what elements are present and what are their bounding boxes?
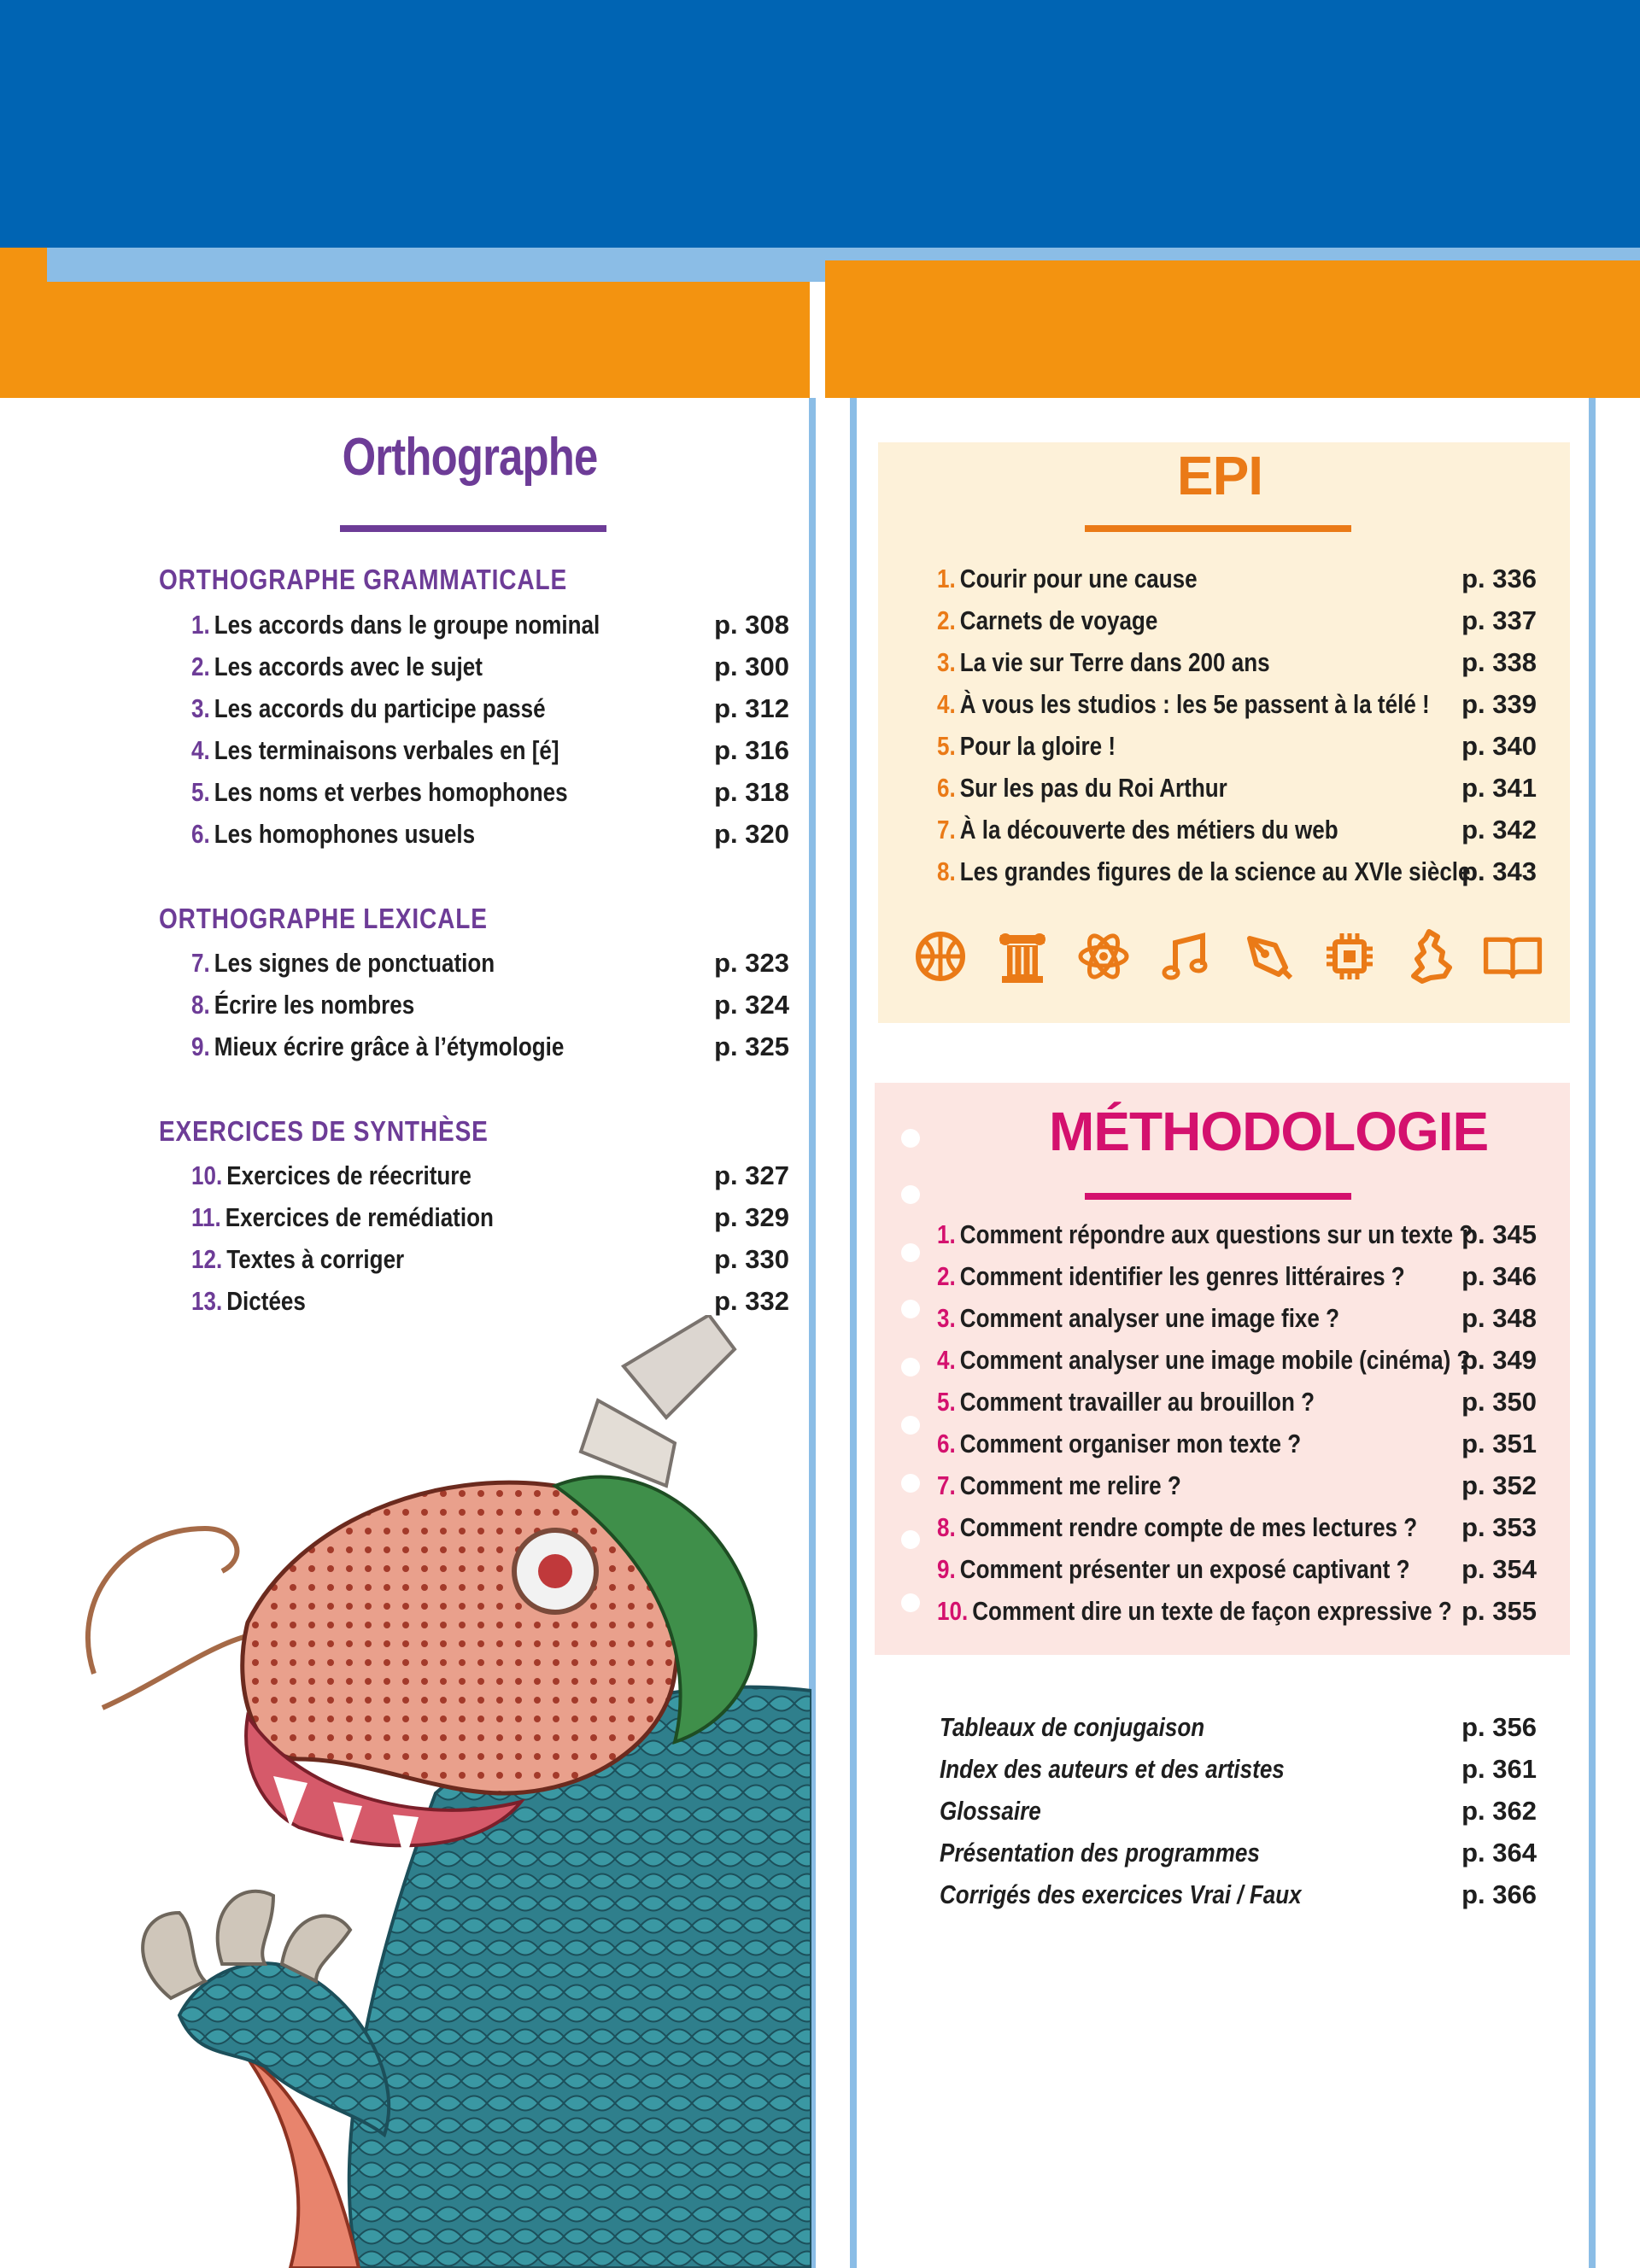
toc-entry[interactable] — [937, 729, 1537, 763]
annex-entry[interactable] — [940, 1710, 1537, 1745]
entry-number: 4. — [937, 689, 956, 719]
entry-page: p. 356 — [1461, 1712, 1537, 1742]
entry-number: 10. — [937, 1596, 969, 1626]
entry-label: Sur les pas du Roi Arthur — [959, 773, 1227, 803]
entry-label: Comment répondre aux questions sur un texte ? — [959, 1219, 1473, 1249]
toc-entry[interactable] — [191, 775, 789, 810]
entry-page: p. 332 — [714, 1286, 789, 1316]
entry-number: 8. — [937, 1512, 956, 1542]
entry-label: Comment présenter un exposé captivant ? — [959, 1554, 1410, 1584]
entry-number: 9. — [191, 1032, 210, 1061]
pen-nib-icon — [1238, 926, 1297, 986]
entry-page: p. 324 — [714, 990, 789, 1020]
entry-page: p. 325 — [714, 1032, 789, 1061]
entry-label: Carnets de voyage — [959, 605, 1158, 635]
decorative-dot — [901, 1185, 920, 1204]
entry-number: 6. — [937, 773, 956, 803]
toc-entry[interactable] — [191, 608, 789, 642]
entry-page: p. 352 — [1461, 1470, 1537, 1500]
entry-label: Les accords du participe passé — [214, 693, 546, 723]
entry-label: À la découverte des métiers du web — [959, 815, 1338, 845]
entry-label: Dictées — [226, 1286, 306, 1316]
entry-label: Les terminaisons verbales en [é] — [214, 735, 559, 765]
entry-page: p. 350 — [1461, 1387, 1537, 1417]
entry-label: Comment rendre compte de mes lectures ? — [959, 1512, 1418, 1542]
basketball-icon — [911, 926, 970, 986]
entry-page: p. 323 — [714, 948, 789, 978]
entry-label: Corrigés des exercices Vrai / Faux — [940, 1879, 1302, 1909]
entry-number: 11. — [191, 1202, 221, 1232]
entry-page: p. 342 — [1461, 815, 1537, 845]
entry-number: 8. — [191, 990, 210, 1020]
toc-entry[interactable] — [937, 1301, 1537, 1336]
annex-entry[interactable] — [940, 1752, 1537, 1786]
entry-number: 5. — [191, 777, 210, 807]
decorative-dot — [901, 1530, 920, 1549]
toc-entry[interactable] — [937, 813, 1537, 847]
entry-page: p. 341 — [1461, 773, 1537, 803]
toc-entry[interactable] — [937, 687, 1537, 722]
entry-label: La vie sur Terre dans 200 ans — [959, 647, 1270, 677]
entry-number: 7. — [937, 815, 956, 845]
entry-label: Les accords avec le sujet — [214, 652, 483, 681]
header-blue-band — [0, 0, 1640, 248]
toc-entry[interactable] — [937, 1511, 1537, 1545]
entry-page: p. 343 — [1461, 856, 1537, 886]
entry-number: 7. — [937, 1470, 956, 1500]
section-heading: EXERCICES DE SYNTHÈSE — [159, 1115, 489, 1147]
toc-entry[interactable] — [191, 946, 789, 980]
music-note-icon — [1156, 926, 1215, 986]
entry-number: 3. — [937, 1303, 956, 1333]
entry-label: Textes à corriger — [226, 1244, 405, 1274]
entry-number: 5. — [937, 731, 956, 761]
toc-entry[interactable] — [937, 604, 1537, 638]
toc-entry[interactable] — [937, 1552, 1537, 1587]
decorative-dot — [901, 1129, 920, 1148]
entry-page: p. 329 — [714, 1202, 789, 1232]
entry-label: Les signes de ponctuation — [214, 948, 495, 978]
entry-number: 7. — [191, 948, 210, 978]
toc-entry[interactable] — [937, 1594, 1537, 1628]
entry-page: p. 300 — [714, 652, 789, 681]
entry-page: p. 355 — [1461, 1596, 1537, 1626]
entry-number: 8. — [937, 856, 956, 886]
methodologie-title: MÉTHODOLOGIE — [1049, 1101, 1489, 1162]
entry-page: p. 354 — [1461, 1554, 1537, 1584]
toc-entry[interactable] — [937, 646, 1537, 680]
toc-entry[interactable] — [191, 1242, 789, 1277]
entry-number: 9. — [937, 1554, 956, 1584]
entry-page: p. 361 — [1461, 1754, 1537, 1784]
toc-entry[interactable] — [937, 1218, 1537, 1252]
entry-page: p. 346 — [1461, 1261, 1537, 1291]
annex-entry[interactable] — [940, 1878, 1537, 1912]
toc-entry[interactable] — [937, 1385, 1537, 1419]
toc-entry[interactable] — [191, 1159, 789, 1193]
column-icon — [993, 926, 1052, 986]
entry-number: 5. — [937, 1387, 956, 1417]
header-orange-right — [825, 260, 1640, 398]
toc-entry[interactable] — [191, 1030, 789, 1064]
chip-icon — [1320, 926, 1379, 986]
entry-number: 1. — [191, 610, 210, 640]
epi-icons-row — [911, 918, 1543, 995]
entry-page: p. 338 — [1461, 647, 1537, 677]
toc-entry[interactable] — [191, 650, 789, 684]
decorative-dot — [901, 1358, 920, 1377]
entry-label: Présentation des programmes — [940, 1838, 1260, 1868]
title-underline — [1085, 1193, 1351, 1200]
decorative-dot — [901, 1300, 920, 1318]
entry-label: Glossaire — [940, 1796, 1041, 1826]
entry-page: p. 339 — [1461, 689, 1537, 719]
title-underline — [1085, 525, 1351, 532]
entry-label: Comment analyser une image mobile (cinéma) ? — [959, 1345, 1471, 1375]
entry-number: 4. — [937, 1345, 956, 1375]
toc-entry[interactable] — [937, 562, 1537, 596]
entry-page: p. 316 — [714, 735, 789, 765]
entry-label: Comment organiser mon texte ? — [959, 1429, 1302, 1458]
entry-number: 3. — [937, 647, 956, 677]
entry-number: 2. — [937, 1261, 956, 1291]
orthographe-title: Orthographe — [342, 428, 598, 487]
entry-page: p. 351 — [1461, 1429, 1537, 1458]
entry-page: p. 337 — [1461, 605, 1537, 635]
entry-label: Mieux écrire grâce à l’étymologie — [214, 1032, 565, 1061]
decorative-dot — [901, 1474, 920, 1493]
title-underline — [340, 525, 606, 532]
entry-label: Les homophones usuels — [214, 819, 476, 849]
toc-entry[interactable] — [937, 771, 1537, 805]
entry-label: Comment analyser une image fixe ? — [959, 1303, 1340, 1333]
entry-page: p. 364 — [1461, 1838, 1537, 1868]
toc-entry[interactable] — [191, 1201, 789, 1235]
entry-label: Comment me relire ? — [959, 1470, 1181, 1500]
entry-page: p. 366 — [1461, 1879, 1537, 1909]
toc-entry[interactable] — [937, 1469, 1537, 1503]
book-icon — [1483, 926, 1543, 986]
toc-entry[interactable] — [937, 1427, 1537, 1461]
entry-number: 4. — [191, 735, 210, 765]
entry-page: p. 362 — [1461, 1796, 1537, 1826]
entry-label: Les accords dans le groupe nominal — [214, 610, 600, 640]
entry-label: Exercices de réecriture — [226, 1160, 472, 1190]
entry-page: p. 330 — [714, 1244, 789, 1274]
entry-label: Comment dire un texte de façon expressive ? — [972, 1596, 1452, 1626]
toc-entry[interactable] — [191, 817, 789, 851]
entry-label: Exercices de remédiation — [225, 1202, 494, 1232]
entry-number: 1. — [937, 564, 956, 593]
entry-label: Les noms et verbes homophones — [214, 777, 568, 807]
entry-label: Courir pour une cause — [959, 564, 1198, 593]
entry-number: 12. — [191, 1244, 223, 1274]
decorative-dot — [901, 1416, 920, 1435]
entry-page: p. 336 — [1461, 564, 1537, 593]
vertical-rule — [1589, 398, 1596, 2268]
toc-entry[interactable] — [937, 1343, 1537, 1377]
entry-number: 10. — [191, 1160, 223, 1190]
entry-label: Index des auteurs et des artistes — [940, 1754, 1285, 1784]
entry-page: p. 327 — [714, 1160, 789, 1190]
toc-entry[interactable] — [937, 855, 1537, 889]
entry-page: p. 318 — [714, 777, 789, 807]
entry-page: p. 340 — [1461, 731, 1537, 761]
toc-entry[interactable] — [191, 734, 789, 768]
entry-label: Tableaux de conjugaison — [940, 1712, 1205, 1742]
section-heading: ORTHOGRAPHE GRAMMATICALE — [159, 564, 568, 595]
entry-number: 6. — [937, 1429, 956, 1458]
annex-entry[interactable] — [940, 1794, 1537, 1828]
entry-number: 2. — [937, 605, 956, 635]
entry-label: Écrire les nombres — [214, 990, 415, 1020]
decorative-dot — [901, 1593, 920, 1612]
entry-label: Comment identifier les genres littéraires ? — [959, 1261, 1405, 1291]
section-heading: ORTHOGRAPHE LEXICALE — [159, 903, 488, 934]
vertical-rule — [850, 398, 857, 2268]
britain-map-icon — [1401, 926, 1461, 986]
entry-page: p. 312 — [714, 693, 789, 723]
entry-page: p. 308 — [714, 610, 789, 640]
epi-title: EPI — [1176, 445, 1263, 506]
entry-number: 1. — [937, 1219, 956, 1249]
entry-number: 3. — [191, 693, 210, 723]
entry-number: 2. — [191, 652, 210, 681]
entry-page: p. 348 — [1461, 1303, 1537, 1333]
entry-page: p. 345 — [1461, 1219, 1537, 1249]
entry-page: p. 353 — [1461, 1512, 1537, 1542]
toc-entry[interactable] — [191, 692, 789, 726]
toc-entry[interactable] — [191, 988, 789, 1022]
toc-entry[interactable] — [937, 1260, 1537, 1294]
entry-label: À vous les studios : les 5e passent à la télé ! — [959, 689, 1430, 719]
entry-number: 13. — [191, 1286, 223, 1316]
decorative-dot — [901, 1243, 920, 1262]
entry-label: Les grandes figures de la science au XVIe siècle — [959, 856, 1471, 886]
toc-entry[interactable] — [191, 1284, 789, 1318]
entry-label: Comment travailler au brouillon ? — [959, 1387, 1315, 1417]
entry-number: 6. — [191, 819, 210, 849]
entry-page: p. 320 — [714, 819, 789, 849]
entry-page: p. 349 — [1461, 1345, 1537, 1375]
dragon-illustration — [77, 1315, 811, 2268]
entry-label: Pour la gloire ! — [959, 731, 1116, 761]
atom-icon — [1074, 926, 1133, 986]
annex-entry[interactable] — [940, 1836, 1537, 1870]
